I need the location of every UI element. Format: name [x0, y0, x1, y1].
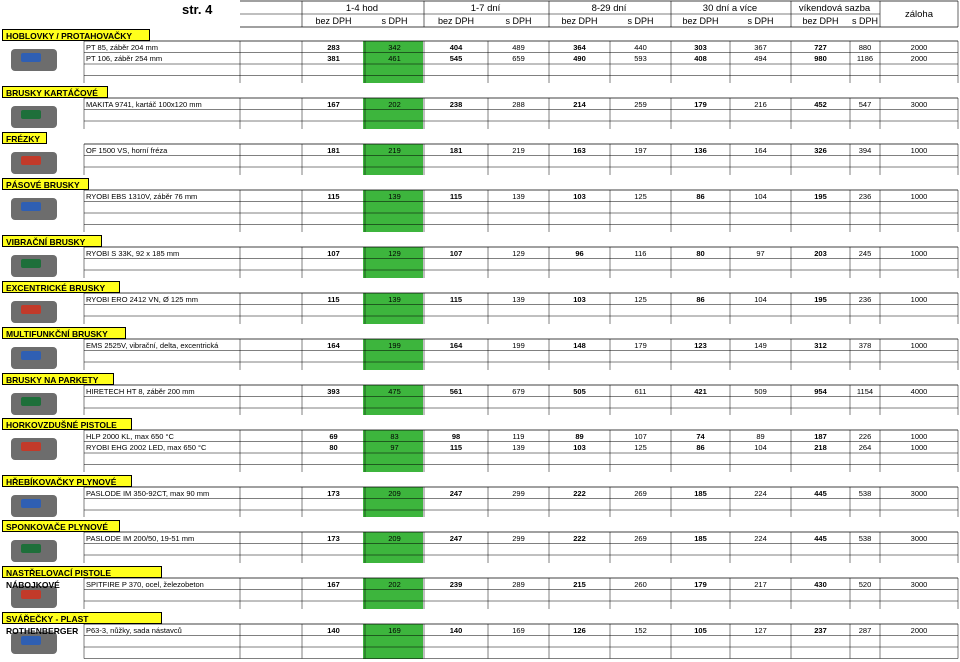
price-net: 218 — [814, 443, 827, 452]
price-gross: 83 — [390, 431, 399, 441]
price-gross: 127 — [754, 625, 767, 635]
price-net: 215 — [573, 579, 586, 589]
vat-subheader: bez DPH — [561, 16, 598, 26]
price-net: 179 — [694, 579, 707, 589]
price-net: 115 — [449, 191, 463, 201]
price-gross: 209 — [388, 533, 401, 543]
price-gross: 226 — [858, 431, 872, 441]
price-net: 954 — [814, 386, 827, 396]
price-net: 445 — [814, 488, 827, 498]
deposit-value: 1000 — [910, 294, 928, 304]
price-net: 163 — [573, 145, 586, 155]
category-header: VIBRAČNÍ BRUSKY — [2, 235, 102, 247]
price-net: 164 — [449, 340, 463, 350]
price-gross: 125 — [634, 443, 647, 452]
price-gross: 509 — [754, 386, 767, 396]
price-gross: 367 — [754, 42, 767, 52]
price-net: 107 — [327, 248, 340, 258]
eccentric-sander-icon — [11, 301, 57, 323]
price-gross: 139 — [512, 443, 525, 452]
price-gross: 659 — [512, 54, 525, 63]
price-gross: 97 — [390, 443, 399, 452]
price-gross: 224 — [754, 488, 767, 498]
multi-sander-icon — [11, 347, 57, 369]
price-gross: 547 — [858, 99, 872, 109]
price-net: 80 — [329, 443, 338, 452]
deposit-value: 4000 — [910, 386, 928, 396]
deposit-value: 1000 — [910, 443, 928, 452]
price-net: 505 — [573, 386, 586, 396]
price-net: 195 — [814, 191, 827, 201]
price-net: 126 — [573, 625, 586, 635]
price-gross: 289 — [512, 579, 525, 589]
price-net: 69 — [329, 431, 338, 441]
price-net: 167 — [327, 99, 340, 109]
deposit-value: 2000 — [910, 42, 928, 52]
product-name: HLP 2000 KL, max 650 °C — [86, 431, 174, 441]
price-net: 980 — [814, 54, 827, 63]
price-net: 187 — [814, 431, 827, 441]
product-name: PASLODE IM 350-92CT, max 90 mm — [86, 488, 210, 498]
price-net: 185 — [694, 488, 707, 498]
deposit-value: 1000 — [910, 191, 928, 201]
price-net: 421 — [694, 386, 707, 396]
price-gross: 129 — [512, 248, 525, 258]
price-net: 239 — [449, 579, 463, 589]
nailer-icon — [11, 495, 57, 517]
price-gross: 179 — [634, 340, 647, 350]
price-gross: 139 — [512, 191, 525, 201]
price-gross: 520 — [858, 579, 872, 589]
price-gross: 219 — [512, 145, 525, 155]
price-gross: 236 — [858, 191, 872, 201]
price-gross: 199 — [388, 340, 401, 350]
price-net: 148 — [573, 340, 586, 350]
product-name: PT 106, záběr 254 mm — [86, 54, 163, 63]
brush-sander-icon — [11, 106, 57, 128]
price-net: 381 — [327, 54, 340, 63]
price-gross: 299 — [512, 533, 525, 543]
category-header: BRUSKY KARTÁČOVÉ — [2, 86, 108, 98]
category-header: FRÉZKY — [2, 132, 47, 144]
price-gross: 104 — [754, 443, 767, 452]
price-net: 103 — [573, 191, 586, 201]
product-name: PASLODE IM 200/50, 19-51 mm — [86, 533, 195, 543]
price-net: 393 — [327, 386, 340, 396]
product-name: MAKITA 9741, kartáč 100x120 mm — [86, 99, 202, 109]
price-net: 222 — [573, 533, 586, 543]
price-net: 222 — [573, 488, 586, 498]
period-header: 30 dní a více — [702, 3, 758, 14]
price-net: 173 — [327, 488, 340, 498]
floor-sander-icon — [11, 393, 57, 415]
price-gross: 269 — [634, 488, 647, 498]
price-gross: 202 — [388, 99, 401, 109]
price-net: 490 — [573, 54, 586, 63]
price-net: 545 — [449, 54, 463, 63]
category-header: HORKOVZDUŠNÉ PISTOLE — [2, 418, 132, 430]
price-net: 364 — [573, 42, 586, 52]
category-header: MULTIFUNKČNÍ BRUSKY — [2, 327, 126, 339]
price-gross: 264 — [858, 443, 872, 452]
category-header: SVÁŘEČKY - PLAST ROTHENBERGER — [2, 612, 162, 624]
price-net: 86 — [696, 191, 705, 201]
price-net: 140 — [327, 625, 340, 635]
price-gross: 149 — [754, 340, 767, 350]
price-gross: 197 — [634, 145, 647, 155]
price-net: 98 — [451, 431, 461, 441]
vat-subheader: s DPH — [505, 16, 532, 26]
price-gross: 1154 — [856, 386, 874, 396]
product-name: RYOBI ERO 2412 VN, Ø 125 mm — [86, 294, 198, 304]
price-net: 115 — [449, 294, 463, 304]
product-name: PT 85, záběr 204 mm — [86, 42, 158, 52]
price-gross: 125 — [634, 294, 647, 304]
price-net: 173 — [327, 533, 340, 543]
product-name: RYOBI EHG 2002 LED, max 650 °C — [86, 443, 207, 452]
price-net: 136 — [694, 145, 707, 155]
price-net: 247 — [449, 488, 463, 498]
vat-subheader: bez DPH — [315, 16, 352, 26]
price-gross: 259 — [634, 99, 647, 109]
price-gross: 209 — [388, 488, 401, 498]
price-gross: 139 — [512, 294, 525, 304]
price-gross: 97 — [756, 248, 765, 258]
price-gross: 236 — [858, 294, 872, 304]
price-net: 727 — [814, 42, 827, 52]
price-gross: 202 — [388, 579, 401, 589]
price-gross: 199 — [512, 340, 525, 350]
period-header: víkendová sazba — [798, 3, 871, 14]
price-net: 408 — [694, 54, 707, 63]
price-net: 283 — [327, 42, 340, 52]
price-net: 105 — [694, 625, 707, 635]
price-gross: 378 — [858, 340, 872, 350]
category-header: HŘEBÍKOVAČKY PLYNOVÉ — [2, 475, 132, 487]
price-net: 96 — [575, 248, 584, 258]
period-header: 1-4 hod — [345, 3, 379, 14]
price-net: 237 — [814, 625, 827, 635]
deposit-value: 3000 — [910, 99, 928, 109]
price-net: 326 — [814, 145, 827, 155]
vat-subheader: s DPH — [381, 16, 408, 26]
price-gross: 880 — [858, 42, 872, 52]
price-net: 86 — [696, 443, 705, 452]
price-gross: 125 — [634, 191, 647, 201]
period-header: 1-7 dní — [470, 3, 501, 14]
belt-sander-icon — [11, 198, 57, 220]
vat-subheader: bez DPH — [437, 16, 474, 26]
price-net: 561 — [449, 386, 463, 396]
price-gross: 119 — [512, 431, 525, 441]
price-net: 107 — [449, 248, 463, 258]
price-gross: 116 — [634, 248, 647, 258]
price-net: 74 — [696, 431, 705, 441]
deposit-value: 1000 — [910, 340, 928, 350]
price-gross: 104 — [754, 191, 767, 201]
price-gross: 152 — [634, 625, 647, 635]
category-header: HOBLOVKY / PROTAHOVAČKY — [2, 29, 150, 41]
price-gross: 139 — [388, 294, 401, 304]
category-header: SPONKOVAČE PLYNOVÉ — [2, 520, 120, 532]
price-net: 452 — [814, 99, 827, 109]
price-gross: 216 — [754, 99, 767, 109]
deposit-value: 2000 — [910, 54, 928, 63]
price-net: 123 — [694, 340, 707, 350]
product-name: P63-3, nůžky, sada nástavců — [86, 625, 182, 635]
price-net: 303 — [694, 42, 707, 52]
price-net: 164 — [327, 340, 340, 350]
price-gross: 224 — [754, 533, 767, 543]
price-gross: 169 — [388, 625, 401, 635]
price-gross: 260 — [634, 579, 647, 589]
heat-gun-icon — [11, 438, 57, 460]
price-net: 103 — [573, 294, 586, 304]
price-net: 179 — [694, 99, 707, 109]
price-net: 115 — [327, 191, 340, 201]
category-header: NASTŘELOVACÍ PISTOLE NÁBOJKOVÉ — [2, 566, 162, 578]
price-gross: 475 — [388, 386, 401, 396]
deposit-value: 1000 — [910, 248, 928, 258]
deposit-value: 1000 — [910, 145, 928, 155]
price-net: 214 — [573, 99, 586, 109]
period-header: 8-29 dní — [591, 3, 627, 14]
price-gross: 440 — [634, 42, 647, 52]
product-name: HIRETECH HT 8, záběr 200 mm — [86, 386, 195, 396]
price-gross: 219 — [388, 145, 401, 155]
deposit-value: 3000 — [910, 533, 928, 543]
price-net: 238 — [449, 99, 463, 109]
price-net: 185 — [694, 533, 707, 543]
price-gross: 89 — [756, 431, 765, 441]
price-gross: 287 — [858, 625, 872, 635]
price-net: 86 — [696, 294, 705, 304]
price-gross: 139 — [388, 191, 401, 201]
price-gross: 489 — [512, 42, 525, 52]
category-header: EXCENTRICKÉ BRUSKY — [2, 281, 120, 293]
deposit-header: záloha — [905, 9, 933, 20]
stapler-icon — [11, 540, 57, 562]
product-name: EMS 2525V, vibrační, delta, excentrická — [86, 340, 219, 350]
planer-icon — [11, 49, 57, 71]
price-gross: 611 — [634, 386, 647, 396]
price-gross: 269 — [634, 533, 647, 543]
price-net: 140 — [449, 625, 463, 635]
price-gross: 299 — [512, 488, 525, 498]
product-name: RYOBI EBS 1310V, záběr 76 mm — [86, 191, 198, 201]
product-name: SPITFIRE P 370, ocel, železobeton — [86, 579, 204, 589]
deposit-value: 1000 — [910, 431, 928, 441]
orbital-sander-icon — [11, 255, 57, 277]
product-name: OF 1500 VS, horní fréza — [86, 145, 168, 155]
page-label: str. 4 — [182, 2, 213, 17]
price-net: 247 — [449, 533, 463, 543]
price-net: 115 — [449, 443, 463, 452]
price-gross: 169 — [512, 625, 525, 635]
price-net: 89 — [575, 431, 584, 441]
vat-subheader: s DPH — [851, 16, 878, 26]
price-gross: 164 — [754, 145, 767, 155]
price-gross: 1186 — [856, 54, 874, 63]
deposit-value: 3000 — [910, 579, 928, 589]
price-gross: 494 — [754, 54, 767, 63]
price-gross: 107 — [634, 431, 647, 441]
price-net: 195 — [814, 294, 827, 304]
category-header: BRUSKY NA PARKETY — [2, 373, 114, 385]
price-net: 181 — [449, 145, 463, 155]
price-gross: 593 — [634, 54, 647, 63]
price-net: 445 — [814, 533, 827, 543]
price-gross: 217 — [754, 579, 767, 589]
price-gross: 394 — [858, 145, 872, 155]
price-gross: 288 — [512, 99, 525, 109]
price-gross: 538 — [858, 488, 872, 498]
price-net: 80 — [696, 248, 705, 258]
price-gross: 104 — [754, 294, 767, 304]
router-icon — [11, 152, 57, 174]
vat-subheader: s DPH — [627, 16, 654, 26]
price-gross: 461 — [388, 54, 401, 63]
price-net: 404 — [449, 42, 463, 52]
price-gross: 679 — [512, 386, 525, 396]
vat-subheader: s DPH — [747, 16, 774, 26]
category-header: PÁSOVÉ BRUSKY — [2, 178, 89, 190]
vat-subheader: bez DPH — [682, 16, 719, 26]
price-net: 312 — [814, 340, 827, 350]
price-gross: 129 — [388, 248, 401, 258]
price-gross: 342 — [388, 42, 401, 52]
price-net: 167 — [327, 579, 340, 589]
price-net: 181 — [327, 145, 340, 155]
price-net: 203 — [814, 248, 827, 258]
deposit-value: 3000 — [910, 488, 928, 498]
product-name: RYOBI S 33K, 92 x 185 mm — [86, 248, 180, 258]
price-net: 430 — [814, 579, 827, 589]
price-gross: 245 — [858, 248, 872, 258]
price-gross: 538 — [858, 533, 872, 543]
price-net: 115 — [327, 294, 340, 304]
price-net: 103 — [573, 443, 586, 452]
deposit-value: 2000 — [910, 625, 928, 635]
vat-subheader: bez DPH — [802, 16, 839, 26]
